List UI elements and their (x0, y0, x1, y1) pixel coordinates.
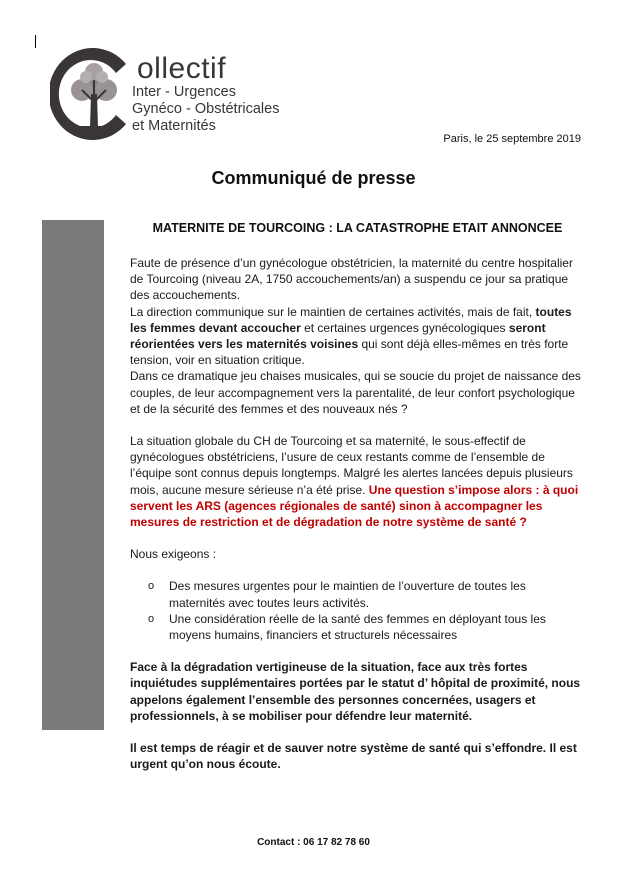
logo-line-2: Gynéco - Obstétricales (132, 101, 280, 117)
list-item (130, 578, 585, 610)
page-title: Communiqué de presse (211, 168, 416, 188)
p4-red-question: Une question s’impose alors : à quoi servent les ARS (agences régionales de santé) sinon à accompagner les mesures de restriction et de dégradation de notre système de santé ? (130, 482, 579, 530)
bullet-circle-icon: o (148, 612, 155, 625)
p2-text-2: et certaines urgences gynécologiques (300, 320, 509, 335)
demands-intro: Nous exigeons : (130, 547, 217, 562)
p2-text-3: qui sont déjà elles-mêmes en très forte tension, voir en situation critique. (130, 337, 569, 368)
demand-text: Une considération réelle de la santé des femmes en déployant tous les moyens humains, financiers et structurels nécessaires (169, 611, 546, 643)
list-item (130, 611, 585, 643)
body-content (130, 255, 585, 772)
bullet-circle-icon: o (148, 580, 155, 593)
paragraph-5 (130, 659, 585, 724)
tree-c-logo-icon (50, 44, 134, 144)
paragraph-1: Faute de présence d’un gynécologue obstétricien, la maternité du centre hospitalier de Tourcoing (niveau 2A, 1750 accouchements/an) a suspendu ce jour sa pratique des accouchements. (130, 256, 573, 303)
paragraph-3: Dans ce dramatique jeu chaises musicales, qui se soucie du projet de naissance des couples, de leur accompagnement vers la parentalité, de leur confort psychologique et de la sécurité des femmes et des nouveaux nés ? (130, 369, 581, 416)
paragraph-6 (130, 740, 585, 772)
p5-bold: Face à la dégradation vertigineuse de la situation, face aux très fortes inquiétudes supplémentaires portées par le statut d’ hôpital de proximité, nous appelons également l’ensemble des personnes concernées, usagers et professionnels, à se mobiliser pour défendre leur maternité. (130, 660, 581, 723)
p2-bold-2: seront réorientées vers les maternités voisines (130, 320, 546, 352)
logo-wordmark: ollectif (137, 52, 227, 85)
p6-bold: Il est temps de réagir et de sauver notre système de santé qui s’effondre. Il est urgent qu’on nous écoute. (130, 741, 577, 772)
text-cursor (35, 35, 36, 48)
logo-line-1: Inter - Urgences (132, 84, 236, 100)
p4-text: La situation globale du CH de Tourcoing et sa maternité, le sous-effectif de gynécologues obstétriciens, l’usure de ceux restants comme de l’ensemble de l’équipe sont connus depuis longtemps. Malgré les alertes lancées depuis plusieurs mois, aucune mesure sérieuse n’a été prise. (130, 434, 573, 497)
logo-line-3: et Maternités (132, 118, 216, 134)
headline: MATERNITE DE TOURCOING : LA CATASTROPHE ETAIT ANNONCEE (152, 221, 563, 235)
p2-bold-1: toutes les femmes devant accoucher (130, 304, 572, 335)
paragraph-4 (130, 433, 585, 530)
decorative-sidebar-bar (42, 220, 104, 730)
demands-list (130, 578, 585, 643)
contact-line: Contact : 06 17 82 78 60 (257, 837, 370, 848)
date-line: Paris, le 25 septembre 2019 (443, 133, 581, 145)
p2-text-1: La direction communique sur le maintien de certaines activités, mais de fait, (130, 304, 536, 319)
collectif-logo (50, 44, 290, 144)
paragraph-2 (130, 304, 585, 369)
demand-text: Des mesures urgentes pour le maintien de l’ouverture de toutes les maternités avec toutes leurs activités. (169, 579, 526, 610)
